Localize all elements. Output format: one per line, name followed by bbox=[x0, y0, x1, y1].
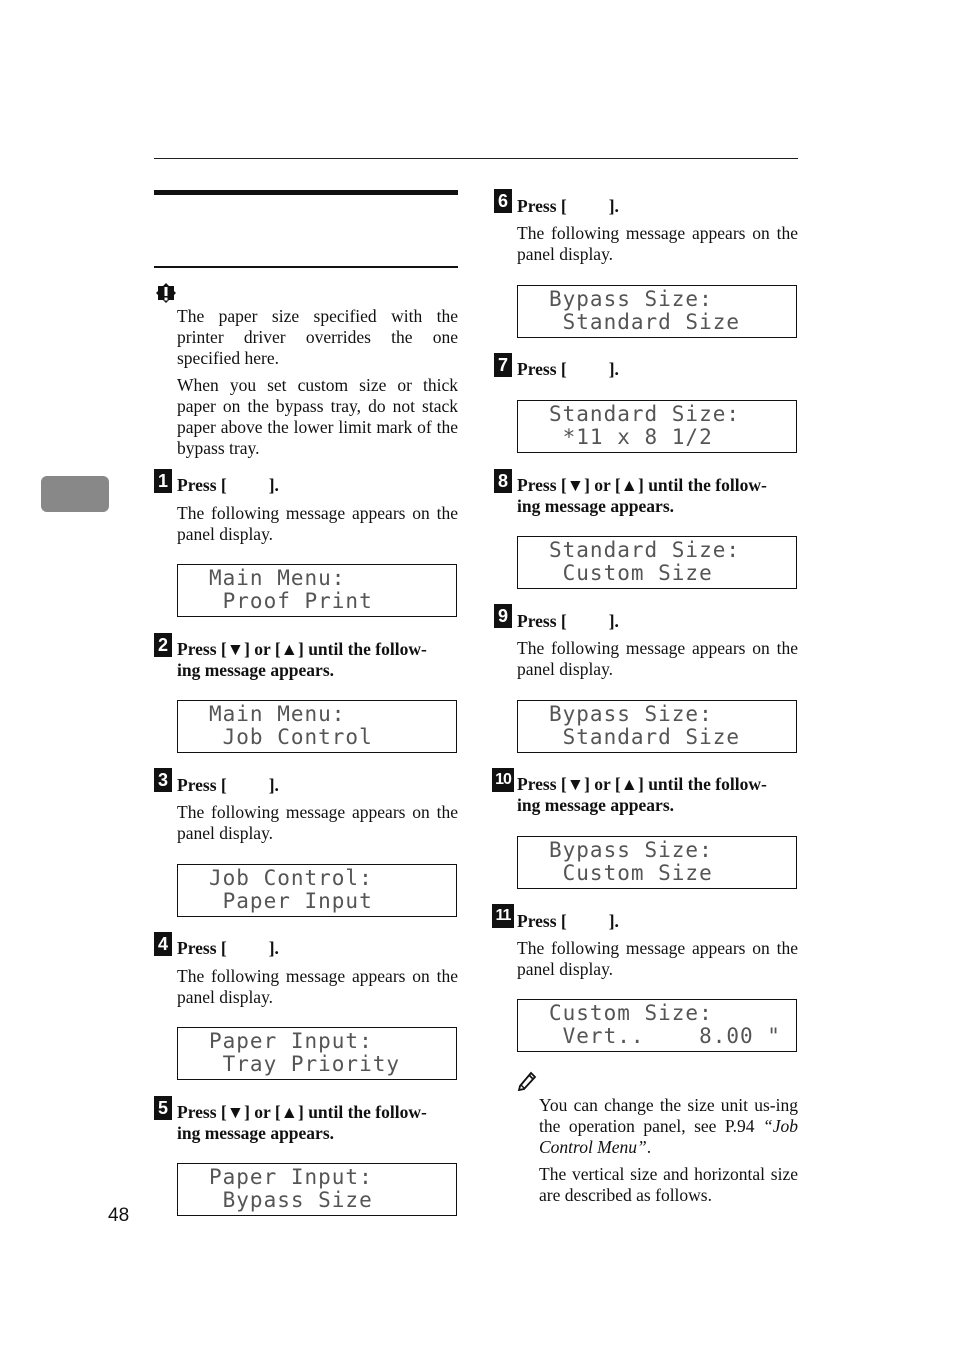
display-line-1: Bypass Size: bbox=[549, 287, 713, 311]
down-arrow-icon: ▼ bbox=[226, 639, 245, 659]
press-label: Press bbox=[517, 774, 557, 794]
up-arrow-icon: ▲ bbox=[620, 774, 638, 794]
press-label: Press bbox=[517, 611, 557, 631]
section-rule-thick bbox=[154, 190, 458, 195]
page-number: 48 bbox=[108, 1205, 130, 1226]
panel-display bbox=[177, 700, 457, 753]
step-instruction: Press [▼] or [▲] until the follow- ing message appears. bbox=[177, 1102, 427, 1143]
press-label: Press bbox=[177, 775, 217, 795]
display-line-1: Main Menu: bbox=[209, 702, 346, 726]
display-line-2: Tray Priority bbox=[209, 1052, 401, 1076]
up-arrow-icon: ▲ bbox=[280, 1102, 298, 1122]
display-line-1: Paper Input: bbox=[209, 1029, 373, 1053]
instruction-tail-2: ing message appears. bbox=[517, 496, 675, 516]
or-label: or bbox=[594, 475, 611, 495]
instruction-tail: until the follow- bbox=[308, 639, 427, 659]
panel-display bbox=[177, 1163, 457, 1216]
down-arrow-icon: ▼ bbox=[566, 475, 585, 495]
section-rule-thin bbox=[154, 266, 458, 268]
display-line-2: Custom Size bbox=[549, 861, 713, 885]
display-line-2: Bypass Size bbox=[209, 1188, 373, 1212]
step-number: 2 bbox=[154, 633, 172, 657]
step-number: 10 bbox=[492, 768, 514, 792]
step-instruction bbox=[177, 938, 279, 959]
panel-display bbox=[517, 536, 797, 589]
step-number: 7 bbox=[494, 353, 512, 377]
up-arrow-icon: ▲ bbox=[280, 639, 298, 659]
step-instruction bbox=[177, 475, 279, 496]
important-icon bbox=[155, 282, 177, 304]
instruction-tail-2: ing message appears. bbox=[517, 795, 675, 815]
press-label: Press bbox=[517, 475, 557, 495]
press-label: Press bbox=[517, 359, 557, 379]
step-instruction: Press [▼] or [▲] until the follow- ing message appears. bbox=[517, 774, 767, 815]
panel-display bbox=[517, 836, 797, 889]
step-description: The following message appears on the panel display. bbox=[177, 802, 458, 843]
header-rule bbox=[154, 158, 798, 159]
important-paragraph-1: The paper size specified with the printer driver overrides the one specified here. bbox=[177, 306, 458, 368]
or-label: or bbox=[594, 774, 611, 794]
step-number: 8 bbox=[494, 469, 512, 493]
note-paragraph-2: The vertical size and horizontal size are described as follows. bbox=[539, 1164, 798, 1205]
panel-display bbox=[517, 400, 797, 453]
step-description: The following message appears on the panel display. bbox=[517, 638, 798, 679]
step-description: The following message appears on the panel display. bbox=[517, 223, 798, 264]
key-bracket: [ ]. bbox=[560, 359, 619, 379]
note-text: You can change the size unit us-ing the operation panel, see P.94 bbox=[539, 1095, 798, 1136]
panel-display bbox=[517, 285, 797, 338]
step-number: 4 bbox=[154, 932, 172, 956]
key-bracket: [ ]. bbox=[220, 775, 279, 795]
step-number: 1 bbox=[154, 469, 172, 493]
step-instruction bbox=[517, 611, 619, 632]
step-instruction: Press [▼] or [▲] until the follow- ing message appears. bbox=[517, 475, 767, 516]
step-instruction bbox=[177, 775, 279, 796]
display-line-1: Custom Size: bbox=[549, 1001, 713, 1025]
important-paragraph-2: When you set custom size or thick paper on the bypass tray, do not stack paper above the lower limit mark of the bypass tray. bbox=[177, 375, 458, 458]
display-line-2: Vert.. 8.00 " bbox=[549, 1024, 781, 1048]
note-pencil-icon bbox=[516, 1069, 538, 1091]
panel-display bbox=[517, 700, 797, 753]
step-instruction bbox=[517, 359, 619, 380]
press-label: Press bbox=[177, 1102, 217, 1122]
instruction-tail: until the follow- bbox=[648, 475, 767, 495]
instruction-tail-2: ing message appears. bbox=[177, 1123, 335, 1143]
step-description: The following message appears on the panel display. bbox=[177, 503, 458, 544]
key-bracket: [ ]. bbox=[220, 475, 279, 495]
step-number: 9 bbox=[494, 604, 512, 628]
note-end: . bbox=[646, 1137, 652, 1157]
press-label: Press bbox=[177, 639, 217, 659]
key-bracket: [ ]. bbox=[560, 611, 619, 631]
press-label: Press bbox=[517, 911, 557, 931]
display-line-1: Standard Size: bbox=[549, 402, 741, 426]
panel-display bbox=[177, 564, 457, 617]
press-label: Press bbox=[177, 938, 217, 958]
display-line-2: Custom Size bbox=[549, 561, 713, 585]
press-label: Press bbox=[517, 196, 557, 216]
panel-display bbox=[177, 1027, 457, 1080]
display-line-1: Bypass Size: bbox=[549, 702, 713, 726]
display-line-1: Standard Size: bbox=[549, 538, 741, 562]
panel-display bbox=[177, 864, 457, 917]
up-arrow-icon: ▲ bbox=[620, 475, 638, 495]
display-line-2: Job Control bbox=[209, 725, 373, 749]
or-label: or bbox=[254, 1102, 271, 1122]
step-instruction bbox=[517, 196, 619, 217]
display-line-1: Job Control: bbox=[209, 866, 373, 890]
down-arrow-icon: ▼ bbox=[566, 774, 585, 794]
step-number: 11 bbox=[492, 904, 514, 928]
down-arrow-icon: ▼ bbox=[226, 1102, 245, 1122]
step-number: 6 bbox=[494, 189, 512, 213]
panel-display bbox=[517, 999, 797, 1052]
instruction-tail: until the follow- bbox=[648, 774, 767, 794]
step-instruction: Press [▼] or [▲] until the follow- ing message appears. bbox=[177, 639, 427, 680]
key-bracket: [ ]. bbox=[220, 938, 279, 958]
step-instruction bbox=[517, 911, 619, 932]
display-line-1: Bypass Size: bbox=[549, 838, 713, 862]
instruction-tail-2: ing message appears. bbox=[177, 660, 335, 680]
display-line-2: Paper Input bbox=[209, 889, 373, 913]
press-label: Press bbox=[177, 475, 217, 495]
instruction-tail: until the follow- bbox=[308, 1102, 427, 1122]
display-line-2: Standard Size bbox=[549, 310, 741, 334]
display-line-2: Proof Print bbox=[209, 589, 373, 613]
display-line-1: Main Menu: bbox=[209, 566, 346, 590]
step-description: The following message appears on the panel display. bbox=[517, 938, 798, 979]
display-line-2: *11 x 8 1/2 bbox=[549, 425, 713, 449]
or-label: or bbox=[254, 639, 271, 659]
note-paragraph-1 bbox=[539, 1095, 798, 1158]
step-number: 3 bbox=[154, 768, 172, 792]
key-bracket: [ ]. bbox=[560, 196, 619, 216]
chapter-tab bbox=[41, 476, 109, 512]
key-bracket: [ ]. bbox=[560, 911, 619, 931]
display-line-2: Standard Size bbox=[549, 725, 741, 749]
cross-reference-link[interactable]: “Job Control Menu” bbox=[539, 1116, 798, 1157]
step-description: The following message appears on the panel display. bbox=[177, 966, 458, 1007]
display-line-1: Paper Input: bbox=[209, 1165, 373, 1189]
step-number: 5 bbox=[154, 1096, 172, 1120]
